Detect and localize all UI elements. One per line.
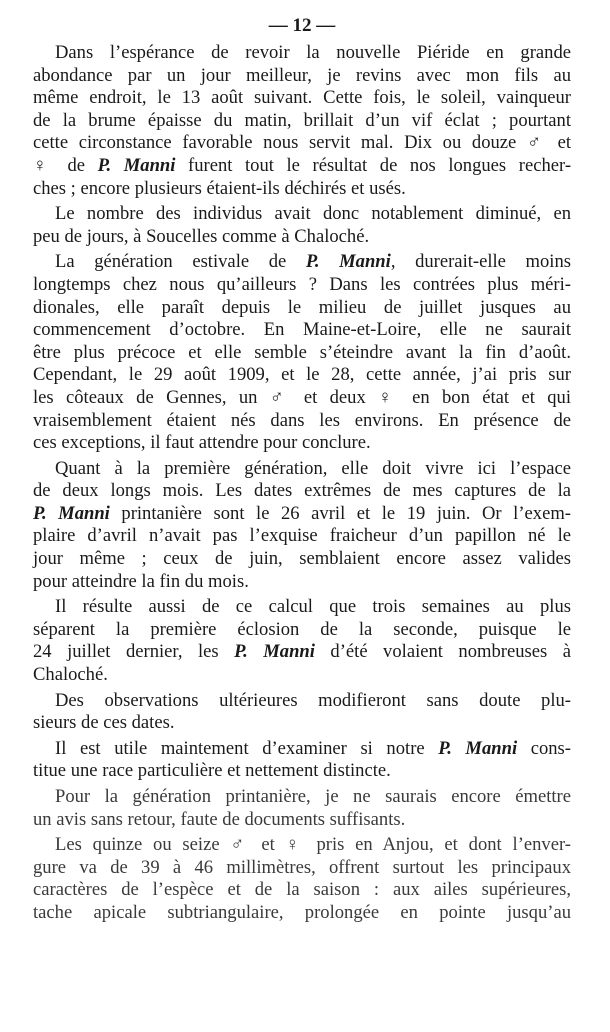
paragraph xyxy=(33,458,571,594)
paragraph xyxy=(33,786,571,831)
species-name: P. Manni xyxy=(438,737,518,759)
text-line: P. Manni printanière sont le 26 avril et le 19 juin. Or l’exem- xyxy=(33,502,571,524)
text-line: cette circonstance favorable nous servit mal. Dix ou douze ♂ et xyxy=(33,132,571,154)
text-line: même endroit, le 13 août suivant. Cette fois, le soleil, vainqueur xyxy=(33,87,571,109)
paragraph xyxy=(33,596,571,686)
text-line: gure va de 39 à 46 millimètres, offrent surtout les principaux xyxy=(33,856,571,878)
text-line: Il résulte aussi de ce calcul que trois semaines au plus xyxy=(55,596,571,618)
text-line: Il est utile maintement d’examiner si notre P. Manni cons- xyxy=(55,737,571,759)
text-line: longtemps chez nous qu’ailleurs ? Dans les contrées plus méri- xyxy=(33,273,571,295)
text-line: Le nombre des individus avait donc notablement diminué, en xyxy=(55,203,571,225)
text-line: sieurs de ces dates. xyxy=(33,712,175,734)
text-line: vraisemblement étaient nés dans les environs. En présence de xyxy=(33,409,571,431)
species-name: P. Manni xyxy=(305,251,391,273)
paragraph xyxy=(33,251,571,454)
text-line: un avis sans retour, faute de documents suffisants. xyxy=(33,808,406,830)
text-line: caractères de l’espèce et de la saison : aux ailes supérieures, xyxy=(33,879,571,901)
species-name: P. Manni xyxy=(97,154,176,176)
page-number: — 12 — xyxy=(268,15,336,36)
text-line: séparent la première éclosion de la seconde, puisque le xyxy=(33,618,571,640)
text-line: ches ; encore plusieurs étaient-ils déchirés et usés. xyxy=(33,177,406,199)
paragraph xyxy=(33,42,571,200)
text-line: titue une race particulière et nettement distincte. xyxy=(33,760,391,782)
paragraph xyxy=(33,690,571,735)
text-line: La génération estivale de P. Manni, durerait-elle moins xyxy=(55,251,572,273)
text-line: ces exceptions, il faut attendre pour conclure. xyxy=(33,432,371,454)
document-page xyxy=(33,0,571,925)
paragraph xyxy=(33,203,571,248)
text-line: plaire d’avril n’avait pas l’exquise fraicheur d’un papillon né le xyxy=(33,525,571,547)
species-name: P. Manni xyxy=(33,502,110,524)
text-line: Chaloché. xyxy=(33,664,108,686)
body-text xyxy=(33,42,571,925)
text-line: Les quinze ou seize ♂ et ♀ pris en Anjou, et dont l’enver- xyxy=(55,834,571,856)
text-line: peu de jours, à Soucelles comme à Chaloché. xyxy=(33,225,370,247)
text-line: être plus précoce et elle semble s’éteindre avant la fin d’août. xyxy=(33,341,571,363)
text-line: jour même ; ceux de juin, semblaient encore assez valides xyxy=(33,548,571,570)
text-line: commencement d’octobre. En Maine-et-Loire, elle ne saurait xyxy=(33,319,571,341)
text-line: Quant à la première génération, elle doit vivre ici l’espace xyxy=(55,457,571,479)
paragraph xyxy=(33,738,571,783)
text-line: Dans l’espérance de revoir la nouvelle Piéride en grande xyxy=(55,42,571,63)
species-name: P. Manni xyxy=(234,641,315,663)
text-line: Des observations ultérieures modifieront sans doute plu- xyxy=(55,689,571,711)
text-line: les côteaux de Gennes, un ♂ et deux ♀ en bon état et qui xyxy=(33,386,571,408)
text-line: abondance par un jour meilleur, je revins avec mon fils au xyxy=(33,64,571,86)
text-line: de la brume épaisse du matin, brillait d’un vif éclat ; pourtant xyxy=(33,109,571,131)
text-line: dionales, elle paraît depuis le milieu de juillet jusques au xyxy=(33,296,571,318)
text-line: Cependant, le 29 août 1909, et le 28, cette année, j’ai pris sur xyxy=(33,364,571,386)
text-line: Pour la génération printanière, je ne saurais encore émettre xyxy=(55,786,571,807)
text-line: de deux longs mois. Les dates extrêmes de mes captures de la xyxy=(33,480,571,502)
text-line: pour atteindre la fin du mois. xyxy=(33,570,249,592)
text-line: 24 juillet dernier, les P. Manni d’été volaient nombreuses à xyxy=(33,641,571,663)
text-line: tache apicale subtriangulaire, prolongée en pointe jusqu’au xyxy=(33,901,571,923)
text-line: ♀ de P. Manni furent tout le résultat de nos longues recher- xyxy=(33,154,572,176)
paragraph xyxy=(33,834,571,924)
